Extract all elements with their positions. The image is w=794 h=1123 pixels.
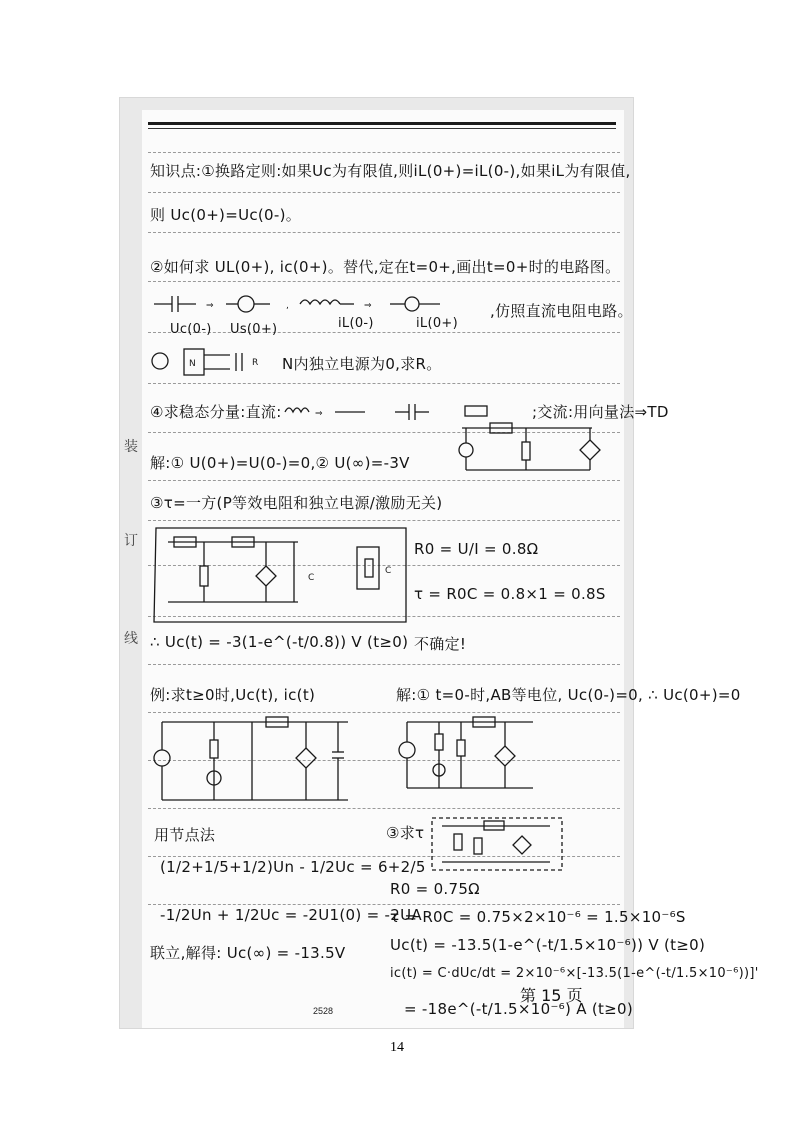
ruled-line	[148, 332, 620, 333]
knowledge-line-2: 则 Uc(0+)=Uc(0-)。	[150, 206, 302, 224]
example-solution-line: 解:① t=0-时,AB等电位, Uc(0-)=0, ∴ Uc(0+)=0	[396, 686, 741, 704]
node-equation-1: (1/2+1/5+1/2)Un - 1/2Uc = 6+2/5	[160, 858, 426, 876]
ruled-line	[148, 480, 620, 481]
ruled-line	[148, 664, 620, 665]
ruled-line	[148, 904, 620, 905]
example-r0: R0 = 0.75Ω	[390, 880, 480, 898]
ruled-line	[148, 192, 620, 193]
knowledge-line-1: 知识点:①换路定则:如果Uc为有限值,则iL(0+)=iL(0-),如果iL为有限值,	[150, 162, 631, 180]
page-number: 14	[390, 1040, 404, 1055]
ruled-line	[148, 232, 620, 233]
svg-text:C: C	[385, 566, 392, 576]
example-tau: τ = R0C = 0.75×2×10⁻⁶ = 1.5×10⁻⁶S	[390, 908, 686, 926]
src-label: Us(0+)	[230, 322, 278, 337]
ruled-line	[148, 152, 620, 153]
page-label: 第 15 页	[520, 986, 583, 1005]
knowledge-line-6: ④求稳态分量:直流:	[150, 403, 282, 421]
cap-label: Uc(0-)	[170, 322, 212, 337]
example-label: 例:求t≥0时,Uc(t), ic(t)	[150, 686, 316, 704]
header-rule	[148, 122, 616, 125]
node-method-label: 用节点法	[154, 826, 216, 844]
solution-line-1: 解:① U(0+)=U(0-)=0,② U(∞)=-3V	[150, 454, 410, 472]
example-ic-2: = -18e^(-t/1.5×10⁻⁶) A (t≥0)	[404, 1000, 634, 1018]
example-final: 联立,解得: Uc(∞) = -13.5V	[150, 944, 346, 962]
knowledge-line-3: ②如何求 UL(0+), ic(0+)。替代,定在t=0+,画出t=0+时的电路图。	[150, 258, 621, 276]
svg-text:⇒: ⇒	[364, 301, 372, 311]
svg-text:R: R	[252, 358, 259, 368]
solution-result: ∴ Uc(t) = -3(1-e^(-t/0.8)) V (t≥0)	[150, 633, 409, 651]
r0-equivalent	[355, 545, 415, 595]
svg-text:⇒: ⇒	[315, 409, 323, 419]
example-circuit	[148, 708, 368, 818]
svg-text:⇒: ⇒	[206, 301, 214, 311]
tau-equation: τ = R0C = 0.8×1 = 0.8S	[414, 585, 606, 603]
svg-text:,: ,	[286, 301, 289, 311]
binding-mark-xian: 线	[124, 631, 138, 647]
svg-text:C: C	[308, 573, 315, 583]
node-equation-2: -1/2Un + 1/2Uc = -2U1(0) = -2UA	[160, 906, 422, 924]
ind-label: iL(0-)	[338, 316, 374, 331]
ruled-line	[148, 281, 620, 282]
isrc-label: iL(0+)	[416, 316, 458, 331]
ruled-line	[148, 520, 620, 521]
header-rule-thin	[148, 128, 616, 129]
binding-mark-ding: 订	[124, 533, 138, 549]
solution-line-2: ③τ=一方(P等效电阻和独立电源/激励无关)	[150, 494, 443, 512]
step3-label: ③求τ	[386, 824, 425, 842]
knowledge-line-4-note: ,仿照直流电阻电路。	[490, 302, 633, 320]
example-ic: ic(t) = C·dUc/dt = 2×10⁻⁶×[-13.5(1-e^(-t/1.5×10⁻⁶))]'	[390, 966, 759, 981]
example-tau-circuit	[430, 812, 570, 872]
example-uc: Uc(t) = -13.5(1-e^(-t/1.5×10⁻⁶)) V (t≥0)	[390, 936, 706, 954]
svg-text:N: N	[189, 359, 196, 369]
network-n-diagram	[150, 345, 280, 385]
knowledge-line-5: N内独立电源为0,求R。	[282, 355, 442, 373]
r0-equation: R0 = U/I = 0.8Ω	[414, 540, 539, 558]
footer-code: 2528	[313, 1006, 334, 1016]
example-circuit-initial	[393, 710, 563, 800]
knowledge-line-6-ac: ;交流:用向量法⇒TD	[532, 403, 669, 421]
steady-state-circuit	[452, 418, 602, 478]
binding-mark-zhuang: 装	[124, 439, 138, 455]
solution-result-note: 不确定!	[414, 635, 467, 653]
